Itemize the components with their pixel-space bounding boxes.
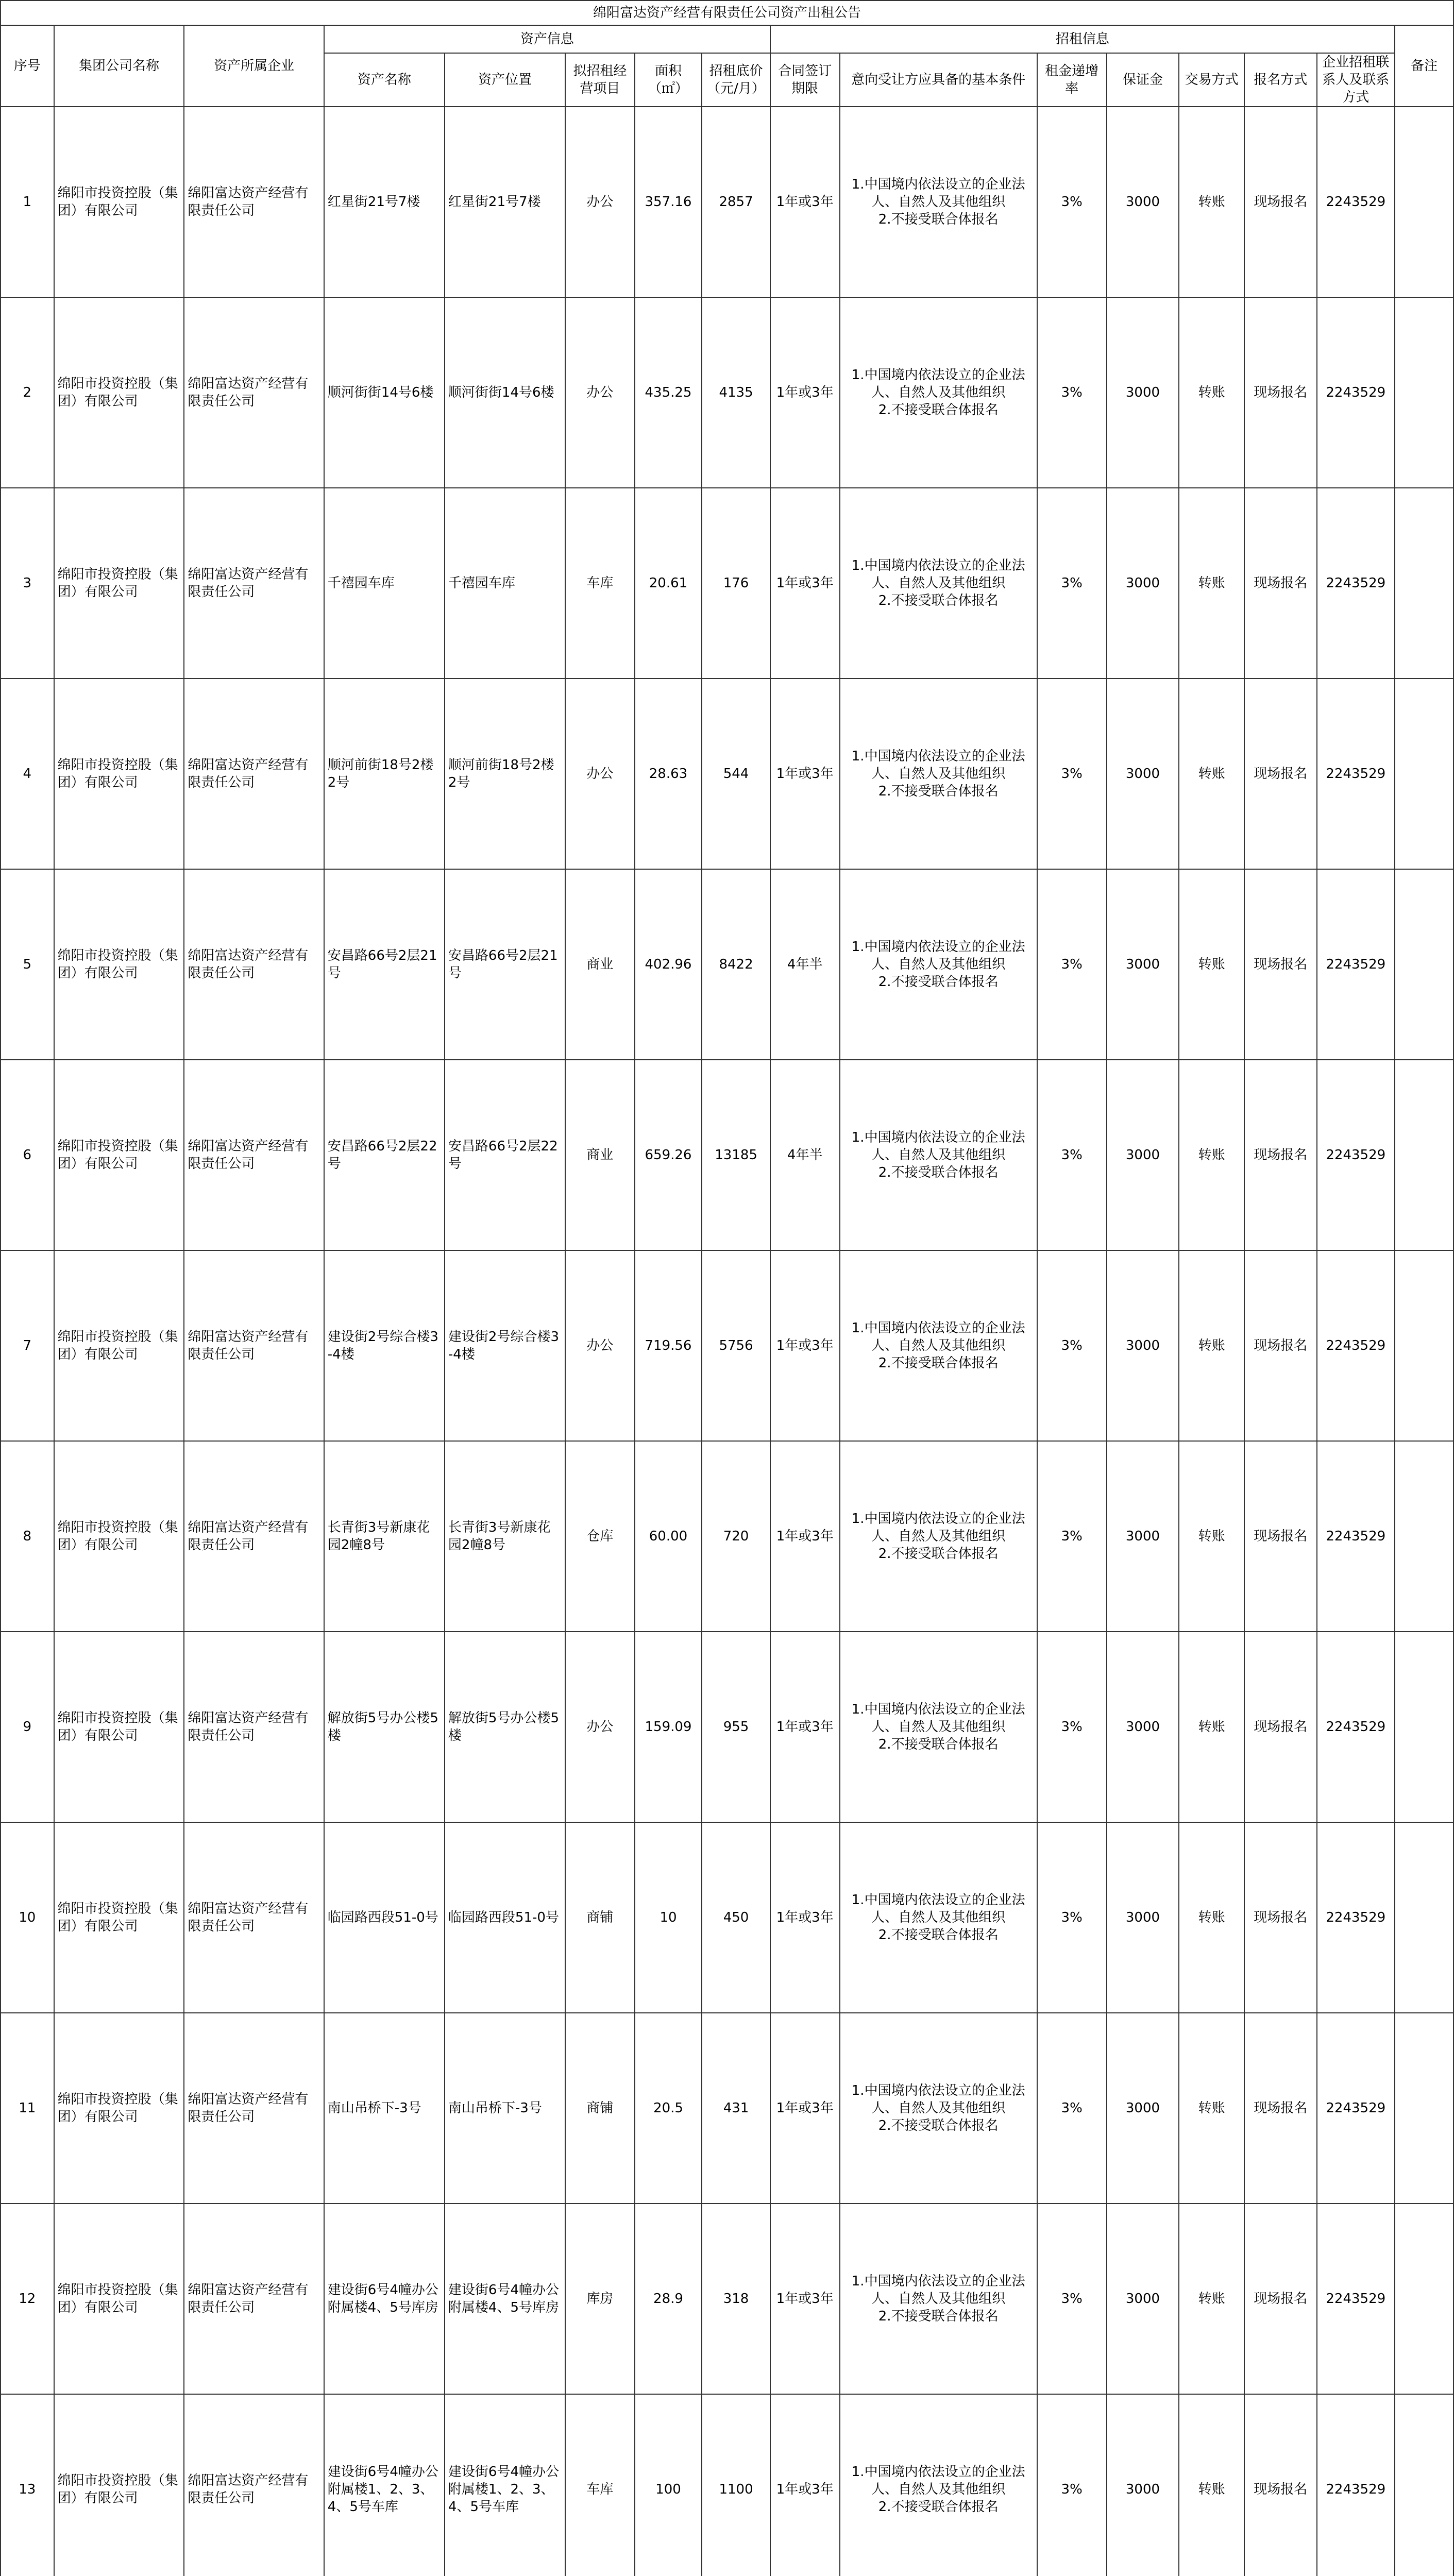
- row-seq: 6: [1, 1060, 54, 1250]
- row-signup-method: 现场报名: [1244, 1250, 1317, 1441]
- row-remark: [1395, 679, 1453, 869]
- row-increase-rate: 3%: [1037, 107, 1107, 297]
- row-area: 60.00: [635, 1441, 702, 1632]
- row-trade-method: 转账: [1179, 1250, 1244, 1441]
- row-lease-term: 1年或3年: [770, 1822, 840, 2013]
- row-contact: 2243529: [1317, 1822, 1395, 2013]
- row-owner-company: 绵阳富达资产经营有限责任公司: [184, 488, 324, 679]
- row-signup-method: 现场报名: [1244, 2204, 1317, 2394]
- row-planned-use: 办公: [565, 107, 635, 297]
- row-asset-location: 安昌路66号2层22号: [445, 1060, 565, 1250]
- row-trade-method: 转账: [1179, 107, 1244, 297]
- row-base-price: 544: [702, 679, 770, 869]
- table-row: [1, 1441, 1453, 1632]
- row-lease-term: 1年或3年: [770, 1250, 840, 1441]
- row-trade-method: 转账: [1179, 679, 1244, 869]
- row-planned-use: 商业: [565, 1060, 635, 1250]
- row-group-company: 绵阳市投资控股（集团）有限公司: [54, 297, 184, 488]
- row-asset-location: 顺河前街18号2楼2号: [445, 679, 565, 869]
- row-increase-rate: 3%: [1037, 1632, 1107, 1822]
- row-trade-method: 转账: [1179, 1441, 1244, 1632]
- row-contact: 2243529: [1317, 869, 1395, 1060]
- row-group-company: 绵阳市投资控股（集团）有限公司: [54, 1250, 184, 1441]
- row-group-company: 绵阳市投资控股（集团）有限公司: [54, 679, 184, 869]
- row-group-company: 绵阳市投资控股（集团）有限公司: [54, 1060, 184, 1250]
- row-planned-use: 办公: [565, 1632, 635, 1822]
- row-asset-location: 解放街5号办公楼5楼: [445, 1632, 565, 1822]
- row-planned-use: 商业: [565, 869, 635, 1060]
- header-base-price: 招租底价（元/月）: [702, 53, 770, 107]
- table-row: [1, 2394, 1453, 2576]
- row-planned-use: 商铺: [565, 2013, 635, 2204]
- row-remark: [1395, 2394, 1453, 2576]
- row-area: 10: [635, 1822, 702, 2013]
- row-owner-company: 绵阳富达资产经营有限责任公司: [184, 297, 324, 488]
- row-signup-method: 现场报名: [1244, 869, 1317, 1060]
- header-increase-rate: 租金递增率: [1037, 53, 1107, 107]
- row-contact: 2243529: [1317, 1250, 1395, 1441]
- row-deposit: 3000: [1107, 297, 1179, 488]
- row-seq: 13: [1, 2394, 54, 2576]
- row-asset-location: 顺河街街14号6楼: [445, 297, 565, 488]
- row-deposit: 3000: [1107, 1250, 1179, 1441]
- row-owner-company: 绵阳富达资产经营有限责任公司: [184, 107, 324, 297]
- row-signup-method: 现场报名: [1244, 1060, 1317, 1250]
- row-bidder-conditions: 1.中国境内依法设立的企业法人、自然人及其他组织 2.不接受联合体报名: [840, 869, 1037, 1060]
- row-increase-rate: 3%: [1037, 2204, 1107, 2394]
- row-planned-use: 仓库: [565, 1441, 635, 1632]
- row-asset-location: 建设街6号4幢办公附属楼4、5号库房: [445, 2204, 565, 2394]
- row-seq: 12: [1, 2204, 54, 2394]
- row-owner-company: 绵阳富达资产经营有限责任公司: [184, 1060, 324, 1250]
- row-bidder-conditions: 1.中国境内依法设立的企业法人、自然人及其他组织 2.不接受联合体报名: [840, 488, 1037, 679]
- row-asset-location: 安昌路66号2层21号: [445, 869, 565, 1060]
- row-bidder-conditions: 1.中国境内依法设立的企业法人、自然人及其他组织 2.不接受联合体报名: [840, 2013, 1037, 2204]
- row-remark: [1395, 1250, 1453, 1441]
- row-bidder-conditions: 1.中国境内依法设立的企业法人、自然人及其他组织 2.不接受联合体报名: [840, 2394, 1037, 2576]
- row-owner-company: 绵阳富达资产经营有限责任公司: [184, 869, 324, 1060]
- row-bidder-conditions: 1.中国境内依法设立的企业法人、自然人及其他组织 2.不接受联合体报名: [840, 2204, 1037, 2394]
- header-asset-location: 资产位置: [445, 53, 565, 107]
- row-signup-method: 现场报名: [1244, 2013, 1317, 2204]
- row-signup-method: 现场报名: [1244, 679, 1317, 869]
- row-remark: [1395, 1632, 1453, 1822]
- row-bidder-conditions: 1.中国境内依法设立的企业法人、自然人及其他组织 2.不接受联合体报名: [840, 679, 1037, 869]
- row-base-price: 720: [702, 1441, 770, 1632]
- row-deposit: 3000: [1107, 2394, 1179, 2576]
- row-group-company: 绵阳市投资控股（集团）有限公司: [54, 107, 184, 297]
- row-asset-location: 建设街6号4幢办公附属楼1、2、3、4、5号车库: [445, 2394, 565, 2576]
- row-asset-name: 顺河前街18号2楼2号: [324, 679, 445, 869]
- row-signup-method: 现场报名: [1244, 488, 1317, 679]
- row-area: 357.16: [635, 107, 702, 297]
- row-area: 28.9: [635, 2204, 702, 2394]
- row-lease-term: 4年半: [770, 869, 840, 1060]
- row-base-price: 955: [702, 1632, 770, 1822]
- row-planned-use: 办公: [565, 297, 635, 488]
- row-asset-name: 建设街2号综合楼3-4楼: [324, 1250, 445, 1441]
- row-bidder-conditions: 1.中国境内依法设立的企业法人、自然人及其他组织 2.不接受联合体报名: [840, 1632, 1037, 1822]
- row-owner-company: 绵阳富达资产经营有限责任公司: [184, 1250, 324, 1441]
- row-increase-rate: 3%: [1037, 1250, 1107, 1441]
- row-seq: 10: [1, 1822, 54, 2013]
- row-increase-rate: 3%: [1037, 2394, 1107, 2576]
- row-lease-term: 1年或3年: [770, 2204, 840, 2394]
- table-row: [1, 1632, 1453, 1822]
- row-asset-name: 长青街3号新康花园2幢8号: [324, 1441, 445, 1632]
- row-deposit: 3000: [1107, 679, 1179, 869]
- row-bidder-conditions: 1.中国境内依法设立的企业法人、自然人及其他组织 2.不接受联合体报名: [840, 1250, 1037, 1441]
- row-bidder-conditions: 1.中国境内依法设立的企业法人、自然人及其他组织 2.不接受联合体报名: [840, 297, 1037, 488]
- row-asset-name: 建设街6号4幢办公附属楼1、2、3、4、5号车库: [324, 2394, 445, 2576]
- row-contact: 2243529: [1317, 1441, 1395, 1632]
- row-lease-term: 1年或3年: [770, 679, 840, 869]
- row-group-company: 绵阳市投资控股（集团）有限公司: [54, 1632, 184, 1822]
- row-remark: [1395, 2204, 1453, 2394]
- row-increase-rate: 3%: [1037, 869, 1107, 1060]
- row-remark: [1395, 1822, 1453, 2013]
- row-signup-method: 现场报名: [1244, 107, 1317, 297]
- row-asset-location: 建设街2号综合楼3-4楼: [445, 1250, 565, 1441]
- row-lease-term: 1年或3年: [770, 2394, 840, 2576]
- table-row: [1, 2013, 1453, 2204]
- header-asset-name: 资产名称: [324, 53, 445, 107]
- row-base-price: 13185: [702, 1060, 770, 1250]
- row-asset-name: 安昌路66号2层21号: [324, 869, 445, 1060]
- row-trade-method: 转账: [1179, 297, 1244, 488]
- row-deposit: 3000: [1107, 1060, 1179, 1250]
- header-signup-method: 报名方式: [1244, 53, 1317, 107]
- row-signup-method: 现场报名: [1244, 1632, 1317, 1822]
- row-asset-location: 红星街21号7楼: [445, 107, 565, 297]
- row-increase-rate: 3%: [1037, 2013, 1107, 2204]
- header-lease-term: 合同签订期限: [770, 53, 840, 107]
- row-area: 20.61: [635, 488, 702, 679]
- row-contact: 2243529: [1317, 2013, 1395, 2204]
- row-increase-rate: 3%: [1037, 1441, 1107, 1632]
- row-remark: [1395, 488, 1453, 679]
- table-row: [1, 107, 1453, 297]
- row-lease-term: 1年或3年: [770, 488, 840, 679]
- table-row: [1, 1822, 1453, 2013]
- row-owner-company: 绵阳富达资产经营有限责任公司: [184, 1822, 324, 2013]
- row-signup-method: 现场报名: [1244, 297, 1317, 488]
- row-area: 159.09: [635, 1632, 702, 1822]
- row-base-price: 4135: [702, 297, 770, 488]
- row-owner-company: 绵阳富达资产经营有限责任公司: [184, 1632, 324, 1822]
- row-area: 719.56: [635, 1250, 702, 1441]
- table-row: [1, 1250, 1453, 1441]
- table-row: [1, 297, 1453, 488]
- row-asset-name: 解放街5号办公楼5楼: [324, 1632, 445, 1822]
- row-group-company: 绵阳市投资控股（集团）有限公司: [54, 1822, 184, 2013]
- row-trade-method: 转账: [1179, 2013, 1244, 2204]
- row-remark: [1395, 107, 1453, 297]
- row-remark: [1395, 1060, 1453, 1250]
- row-contact: 2243529: [1317, 1060, 1395, 1250]
- row-asset-location: 长青街3号新康花园2幢8号: [445, 1441, 565, 1632]
- row-owner-company: 绵阳富达资产经营有限责任公司: [184, 2013, 324, 2204]
- row-seq: 8: [1, 1441, 54, 1632]
- row-asset-name: 顺河街街14号6楼: [324, 297, 445, 488]
- row-seq: 9: [1, 1632, 54, 1822]
- row-base-price: 5756: [702, 1250, 770, 1441]
- row-lease-term: 1年或3年: [770, 1441, 840, 1632]
- row-asset-location: 临园路西段51-0号: [445, 1822, 565, 2013]
- row-base-price: 318: [702, 2204, 770, 2394]
- row-trade-method: 转账: [1179, 2394, 1244, 2576]
- table-row: [1, 1060, 1453, 1250]
- row-group-company: 绵阳市投资控股（集团）有限公司: [54, 2394, 184, 2576]
- row-area: 402.96: [635, 869, 702, 1060]
- header-owner-company: 资产所属企业: [184, 25, 324, 107]
- row-trade-method: 转账: [1179, 488, 1244, 679]
- page-title: 绵阳富达资产经营有限责任公司资产出租公告: [1, 1, 1453, 25]
- row-base-price: 176: [702, 488, 770, 679]
- row-signup-method: 现场报名: [1244, 1822, 1317, 2013]
- header-trade-method: 交易方式: [1179, 53, 1244, 107]
- header-contact: 企业招租联系人及联系方式: [1317, 53, 1395, 107]
- row-deposit: 3000: [1107, 2204, 1179, 2394]
- row-lease-term: 1年或3年: [770, 297, 840, 488]
- row-owner-company: 绵阳富达资产经营有限责任公司: [184, 2394, 324, 2576]
- row-base-price: 2857: [702, 107, 770, 297]
- row-base-price: 1100: [702, 2394, 770, 2576]
- row-asset-name: 南山吊桥下-3号: [324, 2013, 445, 2204]
- row-deposit: 3000: [1107, 107, 1179, 297]
- row-lease-term: 1年或3年: [770, 1632, 840, 1822]
- row-contact: 2243529: [1317, 1632, 1395, 1822]
- row-deposit: 3000: [1107, 1822, 1179, 2013]
- row-group-company: 绵阳市投资控股（集团）有限公司: [54, 1441, 184, 1632]
- row-asset-name: 安昌路66号2层22号: [324, 1060, 445, 1250]
- row-asset-location: 千禧园车库: [445, 488, 565, 679]
- row-group-company: 绵阳市投资控股（集团）有限公司: [54, 869, 184, 1060]
- row-remark: [1395, 1441, 1453, 1632]
- row-contact: 2243529: [1317, 2204, 1395, 2394]
- row-base-price: 450: [702, 1822, 770, 2013]
- row-trade-method: 转账: [1179, 1060, 1244, 1250]
- row-increase-rate: 3%: [1037, 679, 1107, 869]
- row-planned-use: 商铺: [565, 1822, 635, 2013]
- row-group-company: 绵阳市投资控股（集团）有限公司: [54, 2013, 184, 2204]
- row-asset-name: 临园路西段51-0号: [324, 1822, 445, 2013]
- row-area: 28.63: [635, 679, 702, 869]
- row-asset-location: 南山吊桥下-3号: [445, 2013, 565, 2204]
- row-area: 20.5: [635, 2013, 702, 2204]
- row-owner-company: 绵阳富达资产经营有限责任公司: [184, 679, 324, 869]
- row-group-company: 绵阳市投资控股（集团）有限公司: [54, 2204, 184, 2394]
- row-lease-term: 1年或3年: [770, 2013, 840, 2204]
- row-remark: [1395, 2013, 1453, 2204]
- header-area: 面积（㎡）: [635, 53, 702, 107]
- row-trade-method: 转账: [1179, 869, 1244, 1060]
- row-seq: 4: [1, 679, 54, 869]
- table-row: [1, 679, 1453, 869]
- header-asset-info: 资产信息: [324, 25, 770, 53]
- header-remark: 备注: [1395, 25, 1453, 107]
- row-trade-method: 转账: [1179, 2204, 1244, 2394]
- row-deposit: 3000: [1107, 2013, 1179, 2204]
- row-asset-name: 千禧园车库: [324, 488, 445, 679]
- row-bidder-conditions: 1.中国境内依法设立的企业法人、自然人及其他组织 2.不接受联合体报名: [840, 1441, 1037, 1632]
- table-row: [1, 488, 1453, 679]
- row-area: 100: [635, 2394, 702, 2576]
- table-row: [1, 869, 1453, 1060]
- row-deposit: 3000: [1107, 1632, 1179, 1822]
- row-deposit: 3000: [1107, 488, 1179, 679]
- row-planned-use: 办公: [565, 1250, 635, 1441]
- row-contact: 2243529: [1317, 107, 1395, 297]
- row-bidder-conditions: 1.中国境内依法设立的企业法人、自然人及其他组织 2.不接受联合体报名: [840, 107, 1037, 297]
- row-deposit: 3000: [1107, 1441, 1179, 1632]
- row-group-company: 绵阳市投资控股（集团）有限公司: [54, 488, 184, 679]
- header-group-company: 集团公司名称: [54, 25, 184, 107]
- row-contact: 2243529: [1317, 2394, 1395, 2576]
- row-trade-method: 转账: [1179, 1822, 1244, 2013]
- row-seq: 5: [1, 869, 54, 1060]
- row-increase-rate: 3%: [1037, 297, 1107, 488]
- row-area: 435.25: [635, 297, 702, 488]
- header-deposit: 保证金: [1107, 53, 1179, 107]
- row-increase-rate: 3%: [1037, 488, 1107, 679]
- row-planned-use: 库房: [565, 2204, 635, 2394]
- row-lease-term: 1年或3年: [770, 107, 840, 297]
- row-planned-use: 车库: [565, 488, 635, 679]
- row-trade-method: 转账: [1179, 1632, 1244, 1822]
- table-row: [1, 2204, 1453, 2394]
- header-bidder-conditions: 意向受让方应具备的基本条件: [840, 53, 1037, 107]
- header-rent-info: 招租信息: [770, 25, 1395, 53]
- row-signup-method: 现场报名: [1244, 1441, 1317, 1632]
- row-signup-method: 现场报名: [1244, 2394, 1317, 2576]
- row-increase-rate: 3%: [1037, 1060, 1107, 1250]
- row-asset-name: 建设街6号4幢办公附属楼4、5号库房: [324, 2204, 445, 2394]
- row-seq: 7: [1, 1250, 54, 1441]
- row-lease-term: 4年半: [770, 1060, 840, 1250]
- row-asset-name: 红星街21号7楼: [324, 107, 445, 297]
- row-base-price: 8422: [702, 869, 770, 1060]
- row-seq: 3: [1, 488, 54, 679]
- row-bidder-conditions: 1.中国境内依法设立的企业法人、自然人及其他组织 2.不接受联合体报名: [840, 1822, 1037, 2013]
- row-base-price: 431: [702, 2013, 770, 2204]
- row-contact: 2243529: [1317, 297, 1395, 488]
- row-contact: 2243529: [1317, 488, 1395, 679]
- row-bidder-conditions: 1.中国境内依法设立的企业法人、自然人及其他组织 2.不接受联合体报名: [840, 1060, 1037, 1250]
- row-seq: 11: [1, 2013, 54, 2204]
- row-owner-company: 绵阳富达资产经营有限责任公司: [184, 2204, 324, 2394]
- row-planned-use: 车库: [565, 2394, 635, 2576]
- row-remark: [1395, 869, 1453, 1060]
- header-seq: 序号: [1, 25, 54, 107]
- row-owner-company: 绵阳富达资产经营有限责任公司: [184, 1441, 324, 1632]
- row-increase-rate: 3%: [1037, 1822, 1107, 2013]
- header-planned-use: 拟招租经营项目: [565, 53, 635, 107]
- row-deposit: 3000: [1107, 869, 1179, 1060]
- row-seq: 2: [1, 297, 54, 488]
- row-contact: 2243529: [1317, 679, 1395, 869]
- row-planned-use: 办公: [565, 679, 635, 869]
- row-area: 659.26: [635, 1060, 702, 1250]
- row-seq: 1: [1, 107, 54, 297]
- row-remark: [1395, 297, 1453, 488]
